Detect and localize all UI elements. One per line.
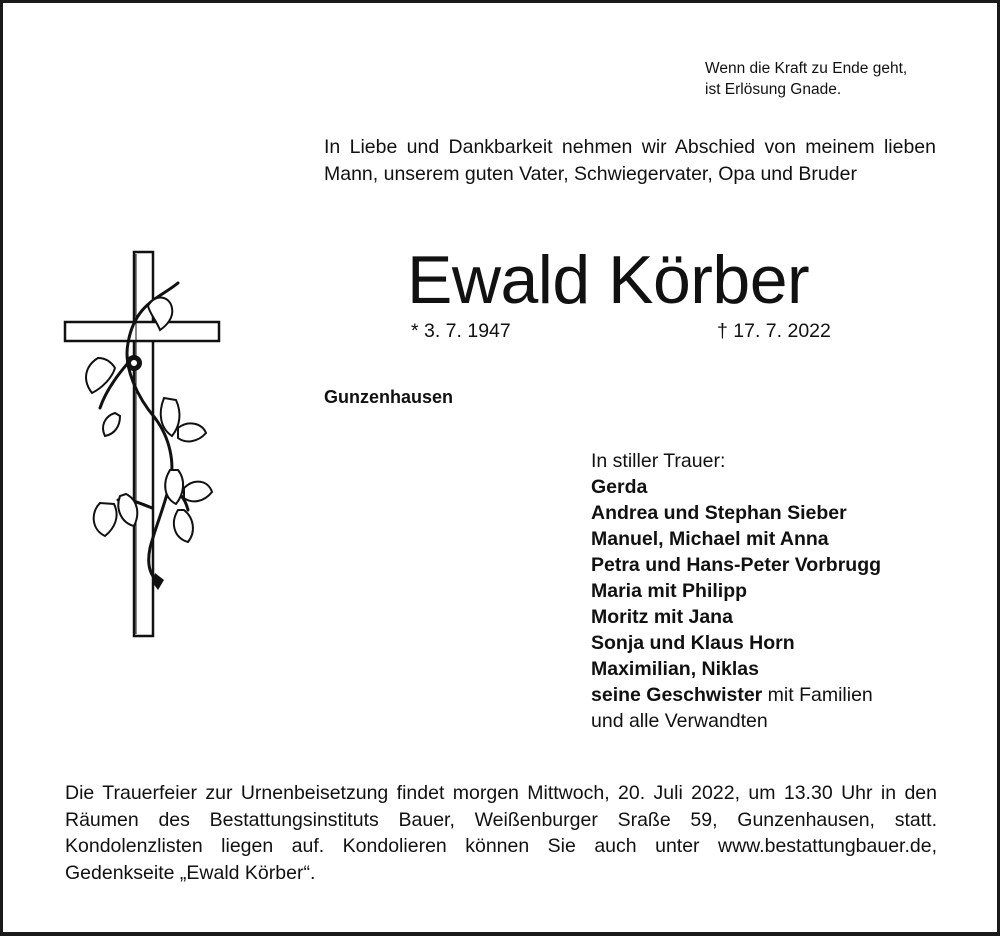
mourner-name: Manuel, Michael mit Anna xyxy=(591,528,829,550)
mourners-siblings xyxy=(591,682,881,708)
death-date: † 17. 7. 2022 xyxy=(717,320,831,342)
intro-text: In Liebe und Dankbarkeit nehmen wir Abschied von meinem lieben Mann, unserem guten Vater, Schwiegervater, Opa und Bruder xyxy=(324,136,936,185)
cross-with-rose-icon xyxy=(60,248,230,640)
mourner-name: Andrea und Stephan Sieber xyxy=(591,502,847,524)
siblings-suffix: mit Familien xyxy=(762,684,873,706)
mourner-name: Gerda xyxy=(591,476,648,498)
siblings-label: seine Geschwister xyxy=(591,684,763,706)
hometown: Gunzenhausen xyxy=(324,387,454,407)
mourners-list xyxy=(591,448,881,734)
birth-date: * 3. 7. 1947 xyxy=(411,320,511,342)
motto-line-1: Wenn die Kraft zu Ende geht, xyxy=(705,60,908,77)
mourners-heading: In stiller Trauer: xyxy=(591,450,726,472)
mourner-name: Maria mit Philipp xyxy=(591,580,748,602)
mourner-name: Petra und Hans-Peter Vorbrugg xyxy=(591,554,882,576)
mourner-name: Maximilian, Niklas xyxy=(591,658,759,680)
mourner-name: Sonja und Klaus Horn xyxy=(591,632,795,654)
deceased-name: Ewald Körber xyxy=(407,242,810,318)
funeral-notice: Die Trauerfeier zur Urnenbeisetzung findet morgen Mittwoch, 20. Juli 2022, um 13.30 Uhr in den Räumen des Bestattungsinstituts Bauer, Weißenburger Sraße 59, Gunzenhausen, statt. Kondolenzlisten liegen auf. Kondolieren können Sie auch unter www.bestattungbauer.de, Gedenkseite „Ewald Körber“. xyxy=(65,782,937,884)
mourners-relatives: und alle Verwandten xyxy=(591,710,768,732)
motto-line-2: ist Erlösung Gnade. xyxy=(705,81,842,98)
motto-quote xyxy=(705,58,907,100)
mourner-name: Moritz mit Jana xyxy=(591,606,733,628)
